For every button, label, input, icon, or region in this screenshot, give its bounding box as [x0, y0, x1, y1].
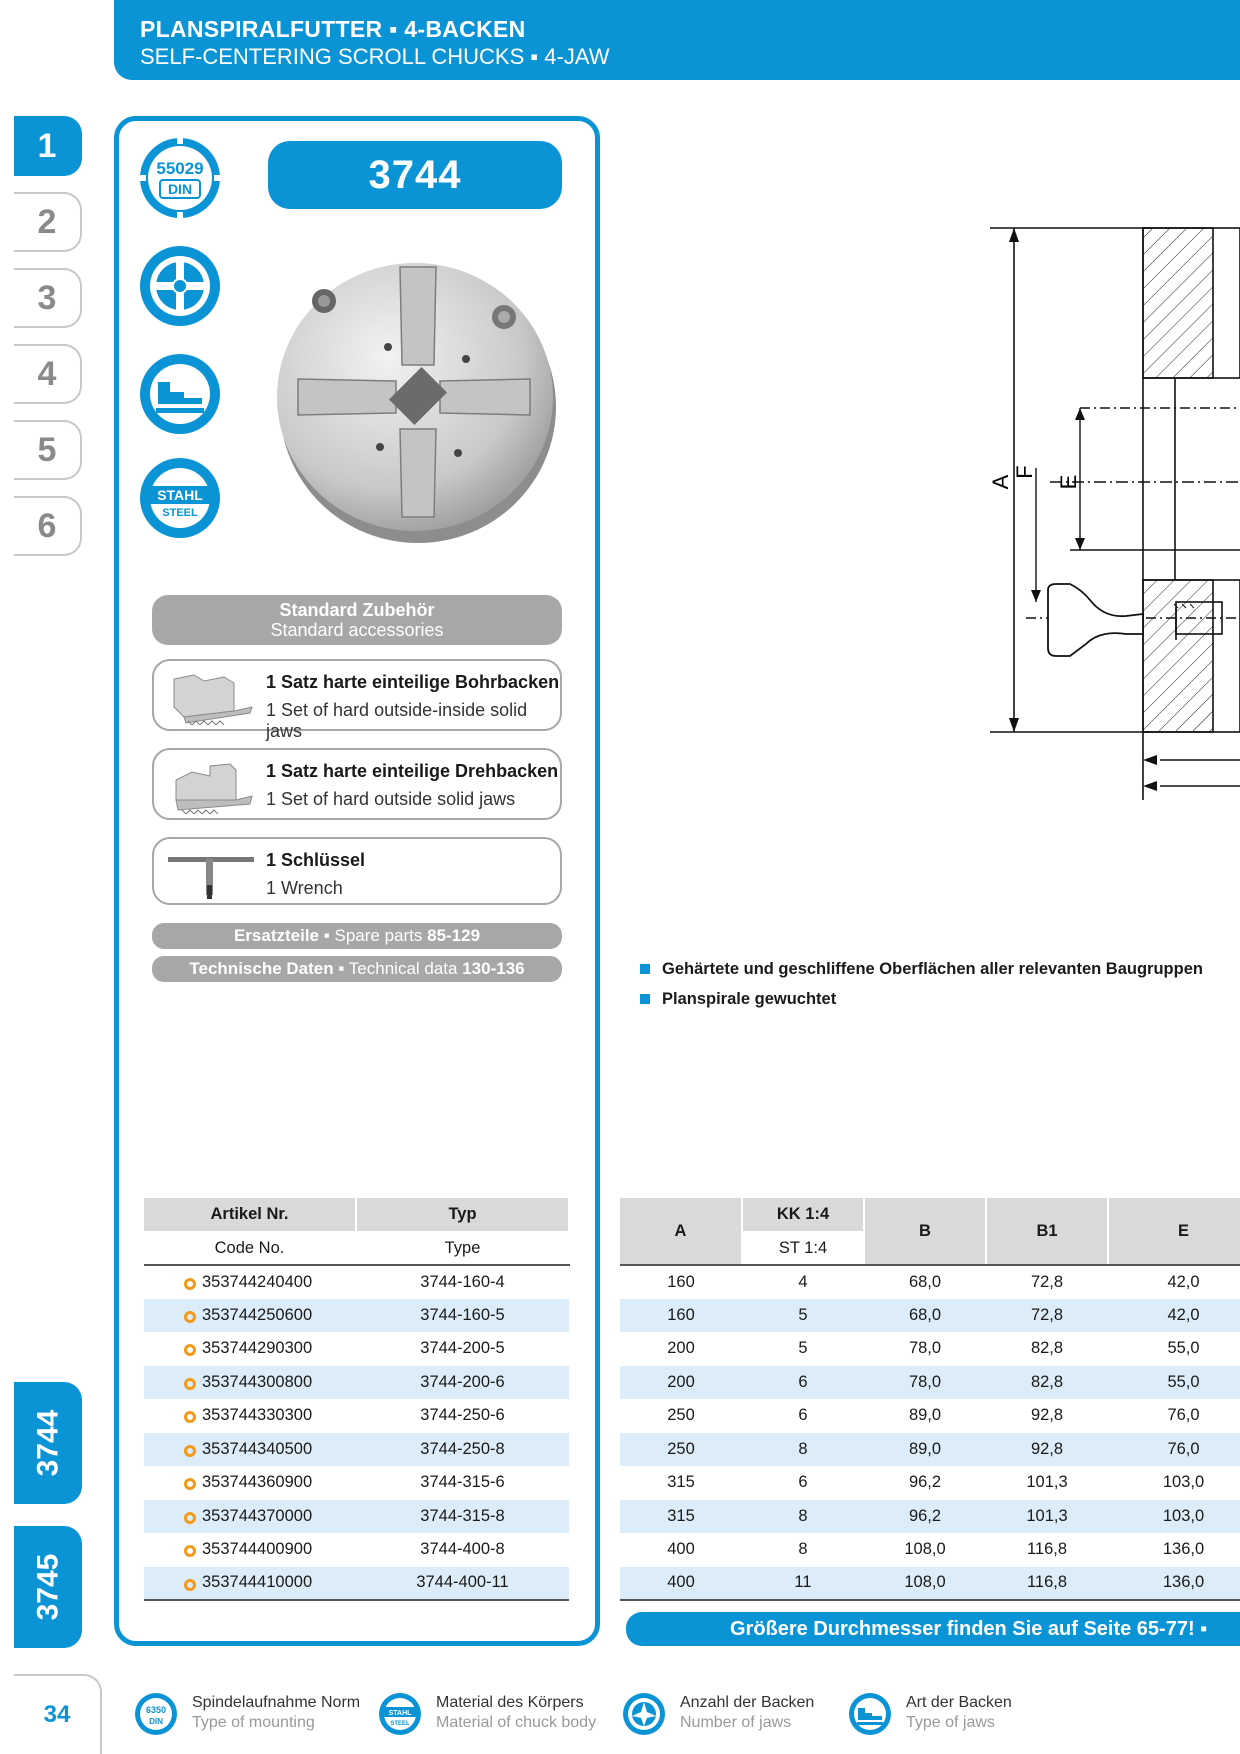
- chuck-product-image: [268, 247, 562, 547]
- table-row: 353744330300 3744-250-6: [144, 1399, 569, 1433]
- table-row: 400 11 108,0 116,8 136,0: [620, 1567, 1240, 1601]
- header-title-en: SELF-CENTERING SCROLL CHUCKS ▪ 4-JAW: [140, 44, 610, 69]
- col-subheader-st: ST 1:4: [742, 1232, 864, 1266]
- accessory-en: 1 Wrench: [266, 878, 343, 898]
- product-number: 3744: [268, 141, 562, 209]
- table-row: 250 8 89,0 92,8 76,0: [620, 1433, 1240, 1467]
- chapter-tab-5[interactable]: 5: [14, 420, 82, 480]
- dimension-label-e: E: [1056, 474, 1081, 490]
- table-row: 200 5 78,0 82,8 55,0: [667, 1339, 1200, 1358]
- din-6350-icon: [134, 1692, 178, 1736]
- chapter-tab-2[interactable]: 2: [14, 192, 82, 252]
- col-subheader-code-no: Code No.: [144, 1232, 356, 1266]
- table-row: 353744290300 3744-200-5: [144, 1332, 569, 1366]
- technical-drawing: [940, 220, 1240, 840]
- chapter-tab-3[interactable]: 3: [14, 268, 82, 328]
- accessory-de: 1 Satz harte einteilige Bohrbacken: [266, 672, 560, 692]
- table-row: 353744240400 3744-160-4: [144, 1265, 569, 1299]
- spare-parts-link[interactable]: Ersatzteile ▪ Spare parts 85-129: [152, 923, 562, 949]
- accessory-de: 1 Satz harte einteilige Drehbacken: [266, 761, 559, 781]
- technical-data-link[interactable]: Technische Daten ▪ Technical data 130-136: [152, 956, 562, 982]
- standard-accessories-heading: Standard Zubehör Standard accessories: [152, 595, 562, 645]
- jaw-count-icon: [622, 1692, 666, 1736]
- col-header-type: Typ: [356, 1198, 569, 1232]
- table-row: 315 8 96,2 101,3 103,0: [620, 1500, 1240, 1534]
- table-row: 353744340500 3744-250-8: [144, 1433, 569, 1467]
- svg-text:STEEL: STEEL: [162, 507, 198, 519]
- table-row: 353744400900 3744-400-8: [144, 1533, 569, 1567]
- dimension-table: [620, 1198, 1240, 1601]
- product-tab-3745[interactable]: 3745: [14, 1526, 82, 1648]
- table-row: 200 6 78,0 82,8 55,0: [620, 1366, 1240, 1400]
- svg-text:STEEL: STEEL: [390, 1721, 410, 1727]
- feature-item: Gehärtete und geschliffene Oberflächen aller relevanten Baugruppen: [640, 954, 1203, 984]
- col-header-b: B: [864, 1198, 986, 1265]
- col-header-article-no: Artikel Nr.: [144, 1198, 356, 1232]
- four-jaw-count-icon: [138, 244, 222, 328]
- steel-icon: [378, 1692, 422, 1736]
- table-row: 250 6 89,0 92,8 76,0: [667, 1406, 1200, 1425]
- chapter-tabs: [14, 116, 82, 572]
- table-row: 353744410000 3744-400-11: [144, 1567, 569, 1601]
- header-title-de: PLANSPIRALFUTTER ▪ 4-BACKEN: [140, 16, 526, 42]
- svg-text:55029: 55029: [156, 159, 204, 178]
- svg-text:STAHL: STAHL: [388, 1710, 412, 1717]
- col-header-a: A: [620, 1198, 742, 1265]
- table-row: 353744370000 3744-315-8: [144, 1500, 569, 1534]
- jaw-set-icon: [164, 667, 258, 725]
- din-55029-badge-icon: [138, 136, 222, 220]
- chapter-tab-1[interactable]: 1: [14, 116, 82, 176]
- jaw-type-icon: [848, 1692, 892, 1736]
- col-header-kk: KK 1:4: [742, 1198, 864, 1232]
- feature-list: [640, 954, 1203, 1014]
- svg-text:6350: 6350: [145, 1705, 167, 1715]
- solid-jaw-type-icon: [138, 352, 222, 436]
- svg-text:DIN: DIN: [149, 1717, 163, 1726]
- col-header-b1: B1: [986, 1198, 1108, 1265]
- table-row: 160 4 68,0 72,8 42,0: [667, 1272, 1200, 1291]
- table-row: 353744250600 3744-160-5: [144, 1299, 569, 1333]
- table-row: 400 8 108,0 116,8 136,0: [667, 1540, 1205, 1559]
- chapter-tab-4[interactable]: 4: [14, 344, 82, 404]
- accessory-item-turning-jaws: [152, 748, 562, 820]
- feature-item: Planspirale gewuchtet: [640, 984, 1203, 1014]
- col-subheader-type: Type: [356, 1232, 569, 1266]
- page-header: [114, 0, 1240, 80]
- table-row: 353744360900 3744-315-6: [144, 1466, 569, 1500]
- chapter-tab-6[interactable]: 6: [14, 496, 82, 556]
- dimension-label-f: F: [1012, 465, 1037, 479]
- accessory-de: 1 Schlüssel: [266, 850, 366, 870]
- table-row: 160 5 68,0 72,8 42,0: [620, 1299, 1240, 1333]
- accessory-en: 1 Set of hard outside-inside solid jaws: [266, 700, 528, 741]
- dimension-label-a: A: [988, 474, 1013, 490]
- jaw-set-icon: [164, 756, 258, 814]
- product-tab-3744[interactable]: 3744: [14, 1382, 82, 1504]
- accessory-en: 1 Set of hard outside solid jaws: [266, 789, 516, 809]
- wrench-icon: [164, 845, 258, 903]
- accessory-item-wrench: [152, 837, 562, 905]
- svg-text:STAHL: STAHL: [157, 487, 203, 503]
- svg-text:DIN: DIN: [167, 181, 193, 197]
- bigger-diameters-link[interactable]: Größere Durchmesser finden Sie auf Seite 65-77! ▪: [626, 1612, 1240, 1646]
- accessory-item-bore-jaws: [152, 659, 562, 741]
- col-header-e: E: [1108, 1198, 1240, 1265]
- table-row: 315 6 96,2 101,3 103,0: [667, 1473, 1205, 1492]
- table-row: 353744300800 3744-200-6: [144, 1366, 569, 1400]
- article-table: [144, 1198, 570, 1601]
- steel-body-badge-icon: [138, 456, 222, 540]
- page-number: 34: [14, 1674, 102, 1754]
